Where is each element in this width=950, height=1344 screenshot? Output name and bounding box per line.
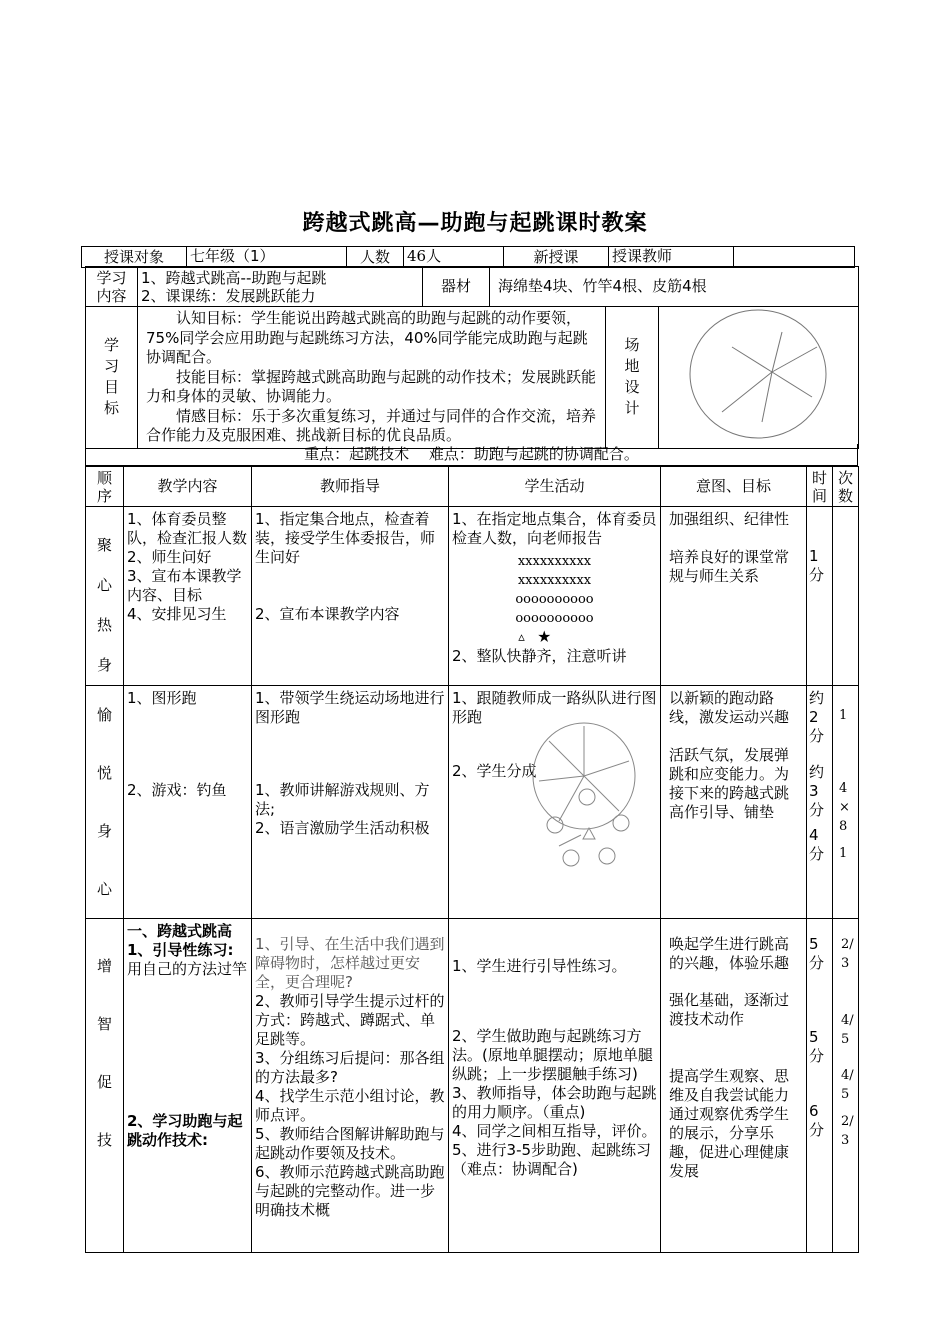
smiley-icon	[547, 789, 629, 866]
s1-intent-2: 培养良好的课堂常规与师生关系	[669, 548, 790, 585]
section1-label-text: 聚心热身	[96, 536, 112, 674]
s1-student-2: 2、整队快静齐，注意听讲	[452, 647, 627, 665]
section1-label	[86, 507, 124, 686]
section1-times	[833, 507, 859, 686]
target-value: 七年级（1）	[187, 247, 347, 268]
section2-label	[86, 686, 124, 919]
content-table	[85, 266, 859, 307]
content-line-2: 2、课课练：发展跳跃能力	[141, 286, 316, 305]
s3-intent-2: 强化基础，逐渐过渡技术动作	[669, 991, 790, 1028]
s3-times-1: 2/3	[841, 937, 854, 971]
teacher-value	[734, 247, 855, 268]
section3-label-text: 增智促技	[96, 957, 112, 1149]
s3-content-sub2: 2、学习助跑与起跳动作技术:	[127, 1112, 243, 1149]
goals-label	[86, 307, 138, 449]
field-diagram	[662, 307, 852, 441]
target-label: 授课对象	[82, 247, 187, 268]
s3-time-1: 5分	[809, 935, 825, 972]
section1-content	[124, 507, 252, 686]
s3-intent-3: 提高学生观察、思维及自我尝试能力	[669, 1067, 790, 1104]
formation-row-1: xxxxxxxxxx	[517, 554, 592, 569]
section3-intent	[661, 919, 807, 1253]
section1-teacher	[252, 507, 449, 686]
s3-teacher-5: 5、教师结合图解讲解助跑与起跳动作要领及技术。	[255, 1125, 445, 1162]
content-label	[86, 267, 138, 307]
s2-time-3: 4分	[809, 826, 825, 863]
goal-emotion: 情感目标：乐于多次重复练习，并通过与同伴的合作交流，培养合作能力及克服困难、挑战新目标的优良品质。	[146, 406, 597, 444]
s3-teacher-2: 2、教师引导学生提示过杆的方式：跨越式、蹲踞式、单足跳等。	[255, 992, 445, 1048]
main-table	[85, 466, 859, 1253]
col-time-text: 时间	[811, 468, 827, 505]
col-teacher: 教师指导	[252, 467, 449, 507]
s2-student-1: 1、跟随教师成一路纵队进行图形跑	[452, 689, 657, 726]
formation-row-3: oooooooooo	[515, 592, 594, 607]
equipment-value: 海绵垫4块、竹竿4根、皮筋4根	[490, 267, 859, 307]
col-times	[833, 467, 859, 507]
s2-intent-2: 活跃气氛，发展弹跳和应变能力。为接下来的跨越式跳高作引导、铺垫	[669, 746, 790, 821]
lesson-type: 新授课	[504, 247, 609, 268]
section3-content	[124, 919, 252, 1253]
s2-times-3: 1	[839, 846, 848, 861]
s2-student-2: 2、学生分成	[452, 762, 537, 780]
s2-teacher-1: 1、带领学生绕运动场地进行图形跑	[255, 689, 445, 726]
count-label: 人数	[347, 247, 404, 268]
col-order-text: 顺序	[96, 468, 112, 505]
col-student: 学生活动	[449, 467, 661, 507]
content-lines	[138, 267, 423, 307]
s3-intent-1: 唤起学生进行跳高的兴趣，体验乐趣	[669, 935, 790, 972]
section2-intent	[661, 686, 807, 919]
s3-times-4: 2/3	[841, 1114, 854, 1148]
section3-time	[807, 919, 833, 1253]
s3-teacher-4: 4、找学生示范小组讨论，教师点评。	[255, 1087, 445, 1124]
section1-student	[449, 507, 661, 686]
section2-teacher	[252, 686, 449, 919]
goals-label-text: 学习目标	[103, 336, 119, 418]
col-intent: 意图、目标	[661, 467, 807, 507]
s1-student-1: 1、在指定地点集合，体育委员检查人数，向老师报告	[452, 510, 657, 547]
s3-content-title: 一、跨越式跳高	[127, 922, 233, 940]
s2-times-2: 4×8	[839, 781, 850, 834]
s3-student-5: 5、进行3-5步助跑、起跳练习（难点：协调配合)	[452, 1141, 652, 1178]
s3-intent-4: 通过观察优秀学生的展示，分享乐趣，促进心理健康发展	[669, 1105, 790, 1180]
s1-intent-1: 加强组织、纪律性	[669, 510, 790, 528]
s3-student-2: 2、学生做助跑与起跳练习方法。(原地单腿摆动；原地单腿纵跳；上一步摆腿触手练习)	[452, 1027, 653, 1083]
teacher-label: 授课教师	[609, 247, 734, 268]
s1-teacher-2: 2、宣布本课教学内容	[255, 605, 400, 623]
formation	[452, 552, 657, 647]
s1-teacher-1: 1、指定集合地点，检查着装，接受学生体委报告，师生问好	[255, 510, 436, 566]
header-table	[81, 246, 855, 268]
s1-time-text: 1分	[809, 547, 825, 584]
site-diagram-cell	[659, 307, 859, 449]
equipment-label: 器材	[423, 267, 490, 307]
s2-intent-1: 以新颖的跑动路线，激发运动兴趣	[669, 689, 790, 726]
s3-content-text1: 用自己的方法过竿	[127, 960, 248, 978]
goals-table	[85, 306, 859, 449]
formation-row-4: oooooooooo	[515, 611, 594, 626]
count-value: 46人	[404, 247, 504, 268]
section1-intent	[661, 507, 807, 686]
section3-label	[86, 919, 124, 1253]
s3-times-3: 4/5	[841, 1068, 854, 1102]
key-points: 重点：起跳技术 难点：助跑与起跳的协调配合。	[85, 444, 858, 466]
formation-marks: ▵ ★	[518, 630, 551, 645]
s3-student-4: 4、同学之间相互指导，评价。	[452, 1122, 657, 1140]
formation-row-2: xxxxxxxxxx	[517, 573, 592, 588]
s3-student-1: 1、学生进行引导性练习。	[452, 957, 627, 975]
s2-teacher-3: 2、语言激励学生活动积极	[255, 819, 430, 837]
page-title: 跨越式跳高—助跑与起跳课时教案	[302, 211, 648, 236]
section2-content	[124, 686, 252, 919]
goal-cognitive: 认知目标：学生能说出跨越式跳高的助跑与起跳的动作要领，75%同学会应用助跑与起跳练习方法，40%同学能完成助跑与起跳协调配合。	[146, 309, 588, 366]
s1-content-2: 2、师生问好	[127, 548, 212, 566]
site-label-text: 场地设计	[624, 336, 640, 418]
section2-student	[449, 686, 661, 919]
s3-times-2: 4/5	[841, 1013, 854, 1047]
s2-teacher-2: 1、教师讲解游戏规则、方法;	[255, 781, 430, 818]
section2-time	[807, 686, 833, 919]
s3-teacher-1: 1、引导、在生活中我们遇到障碍物时，怎样越过更安全，更合理呢?	[255, 935, 445, 991]
goals-text	[138, 307, 606, 449]
s1-content-3: 3、宣布本课教学内容、目标	[127, 567, 242, 604]
s2-content-2: 2、游戏：钓鱼	[127, 781, 227, 799]
goal-skill: 技能目标：掌握跨越式跳高助跑与起跳的动作技术；发展跳跃能力和身体的灵敏、协调能力。	[146, 367, 597, 405]
section1-time	[807, 507, 833, 686]
s3-time-3: 6分	[809, 1102, 825, 1139]
section3-times	[833, 919, 859, 1253]
content-line-1: 1、跨越式跳高--助跑与起跳	[141, 268, 327, 287]
section3-teacher	[252, 919, 449, 1253]
triangle-icon	[583, 828, 595, 839]
s3-student-3: 3、教师指导，体会助跑与起跳的用力顺序。（重点)	[452, 1084, 657, 1121]
s2-time-2: 约3分	[809, 763, 825, 819]
s2-content-1: 1、图形跑	[127, 689, 197, 707]
s3-teacher-6: 6、教师示范跨越式跳高助跑与起跳的完整动作。进一步明确技术概	[255, 1163, 445, 1219]
s1-content-1: 1、体育委员整队，检查汇报人数	[127, 510, 248, 547]
content-label-text: 学习内容	[96, 268, 127, 305]
section2-times	[833, 686, 859, 919]
section2-label-text: 愉悦身心	[96, 706, 112, 898]
site-label	[606, 307, 659, 449]
s2-times-1: 1	[839, 708, 848, 723]
s3-content-sub1: 1、引导性练习:	[127, 941, 234, 959]
section3-student	[449, 919, 661, 1253]
s3-time-2: 5分	[809, 1028, 825, 1065]
col-time	[807, 467, 833, 507]
s2-time-1: 约2分	[809, 689, 825, 745]
s3-teacher-3: 3、分组练习后提问：那各组的方法最多?	[255, 1049, 445, 1086]
col-order	[86, 467, 124, 507]
col-times-text: 次数	[837, 468, 853, 505]
s1-content-4: 4、安排见习生	[127, 605, 227, 623]
col-content: 教学内容	[124, 467, 252, 507]
